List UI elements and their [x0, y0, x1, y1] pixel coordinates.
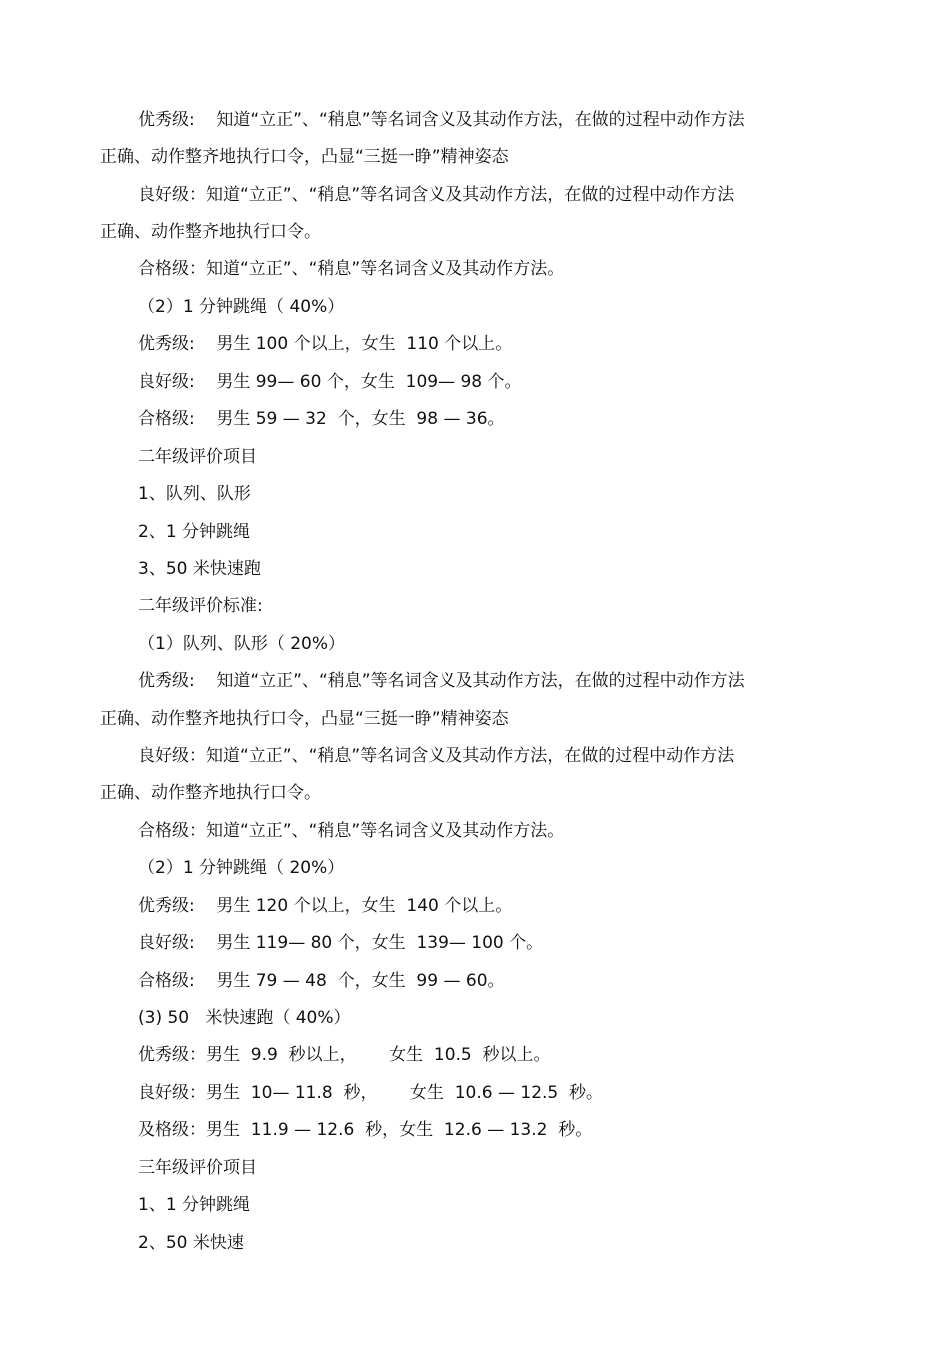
- jump-rope-excellent: 优秀级: 男生 100 个以上，女生 110 个以上。: [138, 334, 513, 354]
- grade3-items-heading: 三年级评价项目: [138, 1158, 257, 1178]
- grade2-item-1: 1、队列、队形: [138, 484, 251, 504]
- run-pass: 及格级：男生 11.9 — 12.6 秒，女生 12.6 — 13.2 秒。: [138, 1120, 593, 1140]
- grade2-items-heading: 二年级评价项目: [138, 447, 257, 467]
- grade3-item-1: 1、1 分钟跳绳: [138, 1195, 251, 1215]
- grade2-item-3: 3、50 米快速跑: [138, 559, 261, 579]
- jump-rope-good: 良好级: 男生 99— 60 个，女生 109— 98 个。: [138, 372, 522, 392]
- jump-rope-2-excellent: 优秀级: 男生 120 个以上，女生 140 个以上。: [138, 896, 513, 916]
- formation-excellent-line-1: 优秀级: 知道“立正”、“稍息”等名词含义及其动作方法，在做的过程中动作方法: [138, 671, 745, 691]
- good-criteria-line-2: 正确、动作整齐地执行口令。: [100, 222, 321, 242]
- jump-rope-2-good: 良好级: 男生 119— 80 个，女生 139— 100 个。: [138, 933, 544, 953]
- section-heading-formation: （1）队列、队形（ 20%）: [138, 634, 346, 654]
- formation-excellent-line-2: 正确、动作整齐地执行口令，凸显“三挺一睁”精神姿态: [100, 709, 509, 729]
- pass-criteria-line: 合格级：知道“立正”、“稍息”等名词含义及其动作方法。: [138, 259, 565, 279]
- formation-pass-line: 合格级：知道“立正”、“稍息”等名词含义及其动作方法。: [138, 821, 565, 841]
- grade2-item-2: 2、1 分钟跳绳: [138, 522, 251, 542]
- run-excellent: 优秀级：男生 9.9 秒以上， 女生 10.5 秒以上。: [138, 1045, 551, 1065]
- section-heading-jump-rope-2: （2）1 分钟跳绳（ 20%）: [138, 858, 345, 878]
- excellent-criteria-line-2: 正确、动作整齐地执行口令，凸显“三挺一睁”精神姿态: [100, 147, 509, 167]
- excellent-criteria-line-1: 优秀级: 知道“立正”、“稍息”等名词含义及其动作方法，在做的过程中动作方法: [138, 110, 745, 130]
- good-criteria-line-1: 良好级：知道“立正”、“稍息”等名词含义及其动作方法，在做的过程中动作方法: [138, 185, 735, 205]
- run-good: 良好级：男生 10— 11.8 秒， 女生 10.6 — 12.5 秒。: [138, 1083, 604, 1103]
- grade3-item-2: 2、50 米快速: [138, 1233, 244, 1253]
- jump-rope-pass: 合格级: 男生 59 — 32 个，女生 98 — 36。: [138, 409, 505, 429]
- grade2-standards-heading: 二年级评价标准:: [138, 596, 263, 616]
- section-heading-jump-rope: （2）1 分钟跳绳（ 40%）: [138, 297, 345, 317]
- formation-good-line-2: 正确、动作整齐地执行口令。: [100, 783, 321, 803]
- section-heading-50m-run: (3) 50 米快速跑（ 40%）: [138, 1008, 351, 1028]
- formation-good-line-1: 良好级：知道“立正”、“稍息”等名词含义及其动作方法，在做的过程中动作方法: [138, 746, 735, 766]
- jump-rope-2-pass: 合格级: 男生 79 — 48 个，女生 99 — 60。: [138, 971, 505, 991]
